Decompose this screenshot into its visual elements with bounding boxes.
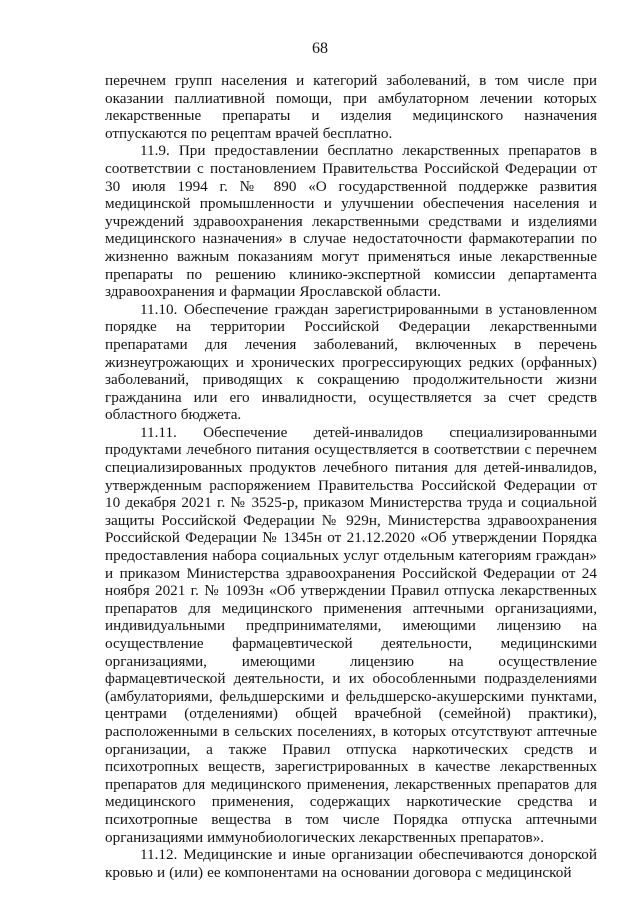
paragraph-11-12: 11.12. Медицинские и иные организации обеспечиваются донорской кровью и (или) ее компонентами на основании договора с медицинской: [105, 846, 597, 881]
document-body: [105, 72, 597, 881]
page-number: 68: [312, 40, 328, 57]
paragraph-11-11: 11.11. Обеспечение детей-инвалидов специализированными продуктами лечебного питания осуществляется в соответствии с перечнем специализированных продуктов лечебного питания для детей-инвалидов, утвержденным распоряжением Правительства Российской Федерации от 10 декабря 2021 г. № 3525-р, приказом Министерства труда и социальной защиты Российской Федерации № 929н, Министерства здравоохранения Российской Федерации № 1345н от 21.12.2020 «Об утверждении Порядка предоставления набора социальных услуг отдельным категориям граждан» и приказом Министерства здравоохранения Российской Федерации от 24 ноября 2021 г. № 1093н «Об утверждении Правил отпуска лекарственных препаратов для медицинского применения аптечными организациями, индивидуальными предпринимателями, имеющими лицензию на осуществление фармацевтической деятельности, медицинскими организациями, имеющими лицензию на осуществление фармацевтической деятельности, и их обособленными подразделениями (амбулаториями, фельдшерскими и фельдшерско-акушерскими пунктами, центрами (отделениями) общей врачебной (семейной) практики), расположенными в сельских поселениях, в которых отсутствуют аптечные организации, а также Правил отпуска наркотических средств и психотропных веществ, зарегистрированных в качестве лекарственных препаратов для медицинского применения, лекарственных препаратов для медицинского применения, содержащих наркотические средства и психотропные вещества в том числе Порядка отпуска аптечными организациями иммунобиологических лекарственных препаратов».: [105, 423, 597, 846]
paragraph-11-9: 11.9. При предоставлении бесплатно лекарственных препаратов в соответствии с постановлением Правительства Российской Федерации от 30 июля 1994 г. № 890 «О государственной поддержке развития медицинской промышленности и улучшении обеспечения населения и учреждений здравоохранения лекарственными средствами и изделиями медицинского назначения» в случае недостаточности фармакотерапии по жизненно важным показаниям могут применяться иные лекарственные препараты по решению клинико-экспертной комиссии департамента здравоохранения и фармации Ярославской области.: [105, 142, 597, 301]
paragraph-continuation: перечнем групп населения и категорий заболеваний, в том числе при оказании паллиативной помощи, при амбулаторном лечении которых лекарственные препараты и изделия медицинского назначения отпускаются по рецептам врачей бесплатно.: [105, 72, 597, 142]
paragraph-11-10: 11.10. Обеспечение граждан зарегистрированными в установленном порядке на территории Российской Федерации лекарственными препаратами для лечения заболеваний, включенных в перечень жизнеугрожающих и хронических прогрессирующих редких (орфанных) заболеваний, приводящих к сокращению продолжительности жизни гражданина или его инвалидности, осуществляется за счет средств областного бюджета.: [105, 300, 597, 424]
